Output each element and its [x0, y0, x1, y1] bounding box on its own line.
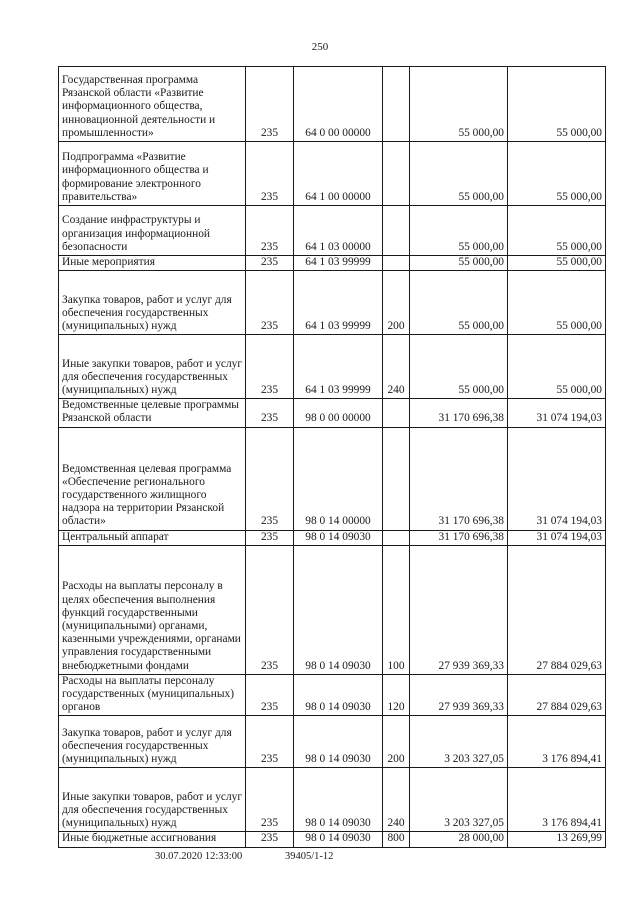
row-sum-actual: 3 176 894,41: [508, 716, 606, 768]
row-target-article: 98 0 14 09030: [294, 530, 383, 545]
table-row: [59, 256, 606, 271]
row-sum-actual: 27 884 029,63: [508, 545, 606, 674]
row-target-article: 98 0 14 09030: [294, 545, 383, 674]
footer-doc-id: 39405/1-12: [285, 851, 334, 862]
row-sum-plan: 55 000,00: [410, 256, 508, 271]
table-row: [59, 399, 606, 427]
row-target-article: 64 1 03 99999: [294, 271, 383, 335]
row-target-article: 98 0 14 09030: [294, 674, 383, 716]
row-code: 235: [246, 271, 294, 335]
row-expense-type: [383, 142, 410, 206]
row-expense-type: 240: [383, 768, 410, 832]
row-sum-actual: 55 000,00: [508, 206, 606, 256]
table-row: [59, 545, 606, 674]
row-sum-plan: 31 170 696,38: [410, 530, 508, 545]
row-expense-type: 100: [383, 545, 410, 674]
row-code: 235: [246, 768, 294, 832]
table-row: [59, 674, 606, 716]
row-target-article: 98 0 14 09030: [294, 832, 383, 847]
row-target-article: 98 0 14 09030: [294, 716, 383, 768]
row-name: Иные закупки товаров, работ и услуг для обеспечения государственных (муниципальных) нужд: [59, 768, 246, 832]
row-name: Закупка товаров, работ и услуг для обеспечения государственных (муниципальных) нужд: [59, 271, 246, 335]
row-code: 235: [246, 142, 294, 206]
row-code: 235: [246, 716, 294, 768]
table-row: [59, 271, 606, 335]
table-row: [59, 427, 606, 530]
row-code: 235: [246, 399, 294, 427]
row-code: 235: [246, 832, 294, 847]
row-target-article: 64 1 03 99999: [294, 256, 383, 271]
table-row: [59, 832, 606, 847]
row-sum-plan: 31 170 696,38: [410, 399, 508, 427]
row-target-article: 64 1 03 99999: [294, 335, 383, 399]
row-sum-actual: 55 000,00: [508, 256, 606, 271]
row-name: Расходы на выплаты персоналу государственных (муниципальных) органов: [59, 674, 246, 716]
row-sum-plan: 55 000,00: [410, 206, 508, 256]
row-name: Закупка товаров, работ и услуг для обеспечения государственных (муниципальных) нужд: [59, 716, 246, 768]
row-expense-type: [383, 399, 410, 427]
row-expense-type: [383, 530, 410, 545]
row-sum-actual: 31 074 194,03: [508, 530, 606, 545]
row-name: Иные закупки товаров, работ и услуг для обеспечения государственных (муниципальных) нужд: [59, 335, 246, 399]
row-code: 235: [246, 335, 294, 399]
row-sum-plan: 55 000,00: [410, 142, 508, 206]
row-sum-actual: 55 000,00: [508, 142, 606, 206]
row-sum-actual: 31 074 194,03: [508, 427, 606, 530]
row-name: Подпрограмма «Развитие информационного общества и формирование электронного правительства»: [59, 142, 246, 206]
row-name: Создание инфраструктуры и организация информационной безопасности: [59, 206, 246, 256]
row-sum-plan: 27 939 369,33: [410, 674, 508, 716]
table-row: [59, 335, 606, 399]
row-target-article: 98 0 14 09030: [294, 768, 383, 832]
row-sum-actual: 27 884 029,63: [508, 674, 606, 716]
row-sum-actual: 3 176 894,41: [508, 768, 606, 832]
row-code: 235: [246, 674, 294, 716]
budget-table: [58, 66, 606, 848]
row-name: Ведомственная целевая программа «Обеспечение регионального государственного жилищного надзора на территории Рязанской области»: [59, 427, 246, 530]
row-name: Иные мероприятия: [59, 256, 246, 271]
row-sum-actual: 55 000,00: [508, 271, 606, 335]
row-sum-plan: 55 000,00: [410, 335, 508, 399]
row-code: 235: [246, 427, 294, 530]
row-sum-plan: 27 939 369,33: [410, 545, 508, 674]
row-name: Центральный аппарат: [59, 530, 246, 545]
row-sum-actual: 31 074 194,03: [508, 399, 606, 427]
row-sum-plan: 3 203 327,05: [410, 768, 508, 832]
table-row: [59, 206, 606, 256]
row-sum-actual: 55 000,00: [508, 67, 606, 142]
row-target-article: 64 1 03 00000: [294, 206, 383, 256]
row-expense-type: [383, 206, 410, 256]
row-expense-type: [383, 67, 410, 142]
table-row: [59, 530, 606, 545]
row-expense-type: 800: [383, 832, 410, 847]
row-code: 235: [246, 530, 294, 545]
row-target-article: 98 0 14 00000: [294, 427, 383, 530]
row-expense-type: 240: [383, 335, 410, 399]
row-sum-plan: 55 000,00: [410, 271, 508, 335]
row-expense-type: [383, 427, 410, 530]
row-name: Иные бюджетные ассигнования: [59, 832, 246, 847]
row-expense-type: [383, 256, 410, 271]
row-sum-plan: 55 000,00: [410, 67, 508, 142]
row-expense-type: 200: [383, 271, 410, 335]
row-sum-actual: 55 000,00: [508, 335, 606, 399]
row-code: 235: [246, 67, 294, 142]
page-number: 250: [311, 41, 329, 53]
table-row: [59, 716, 606, 768]
row-target-article: 64 0 00 00000: [294, 67, 383, 142]
row-code: 235: [246, 206, 294, 256]
table-row: [59, 67, 606, 142]
row-code: 235: [246, 545, 294, 674]
row-name: Ведомственные целевые программы Рязанской области: [59, 399, 246, 427]
row-sum-plan: 3 203 327,05: [410, 716, 508, 768]
row-target-article: 98 0 00 00000: [294, 399, 383, 427]
table-row: [59, 768, 606, 832]
row-name: Государственная программа Рязанской области «Развитие информационного общества, инновационной деятельности и промышленности»: [59, 67, 246, 142]
row-name: Расходы на выплаты персоналу в целях обеспечения выполнения функций государственными (муниципальными) органами, казенными учреждениями, органами управления государственными внебюджетными фондами: [59, 545, 246, 674]
table-row: [59, 142, 606, 206]
row-expense-type: 200: [383, 716, 410, 768]
row-sum-plan: 31 170 696,38: [410, 427, 508, 530]
footer-datetime: 30.07.2020 12:33:00: [155, 851, 243, 862]
row-target-article: 64 1 00 00000: [294, 142, 383, 206]
row-sum-plan: 28 000,00: [410, 832, 508, 847]
row-sum-actual: 13 269,99: [508, 832, 606, 847]
row-code: 235: [246, 256, 294, 271]
row-expense-type: 120: [383, 674, 410, 716]
